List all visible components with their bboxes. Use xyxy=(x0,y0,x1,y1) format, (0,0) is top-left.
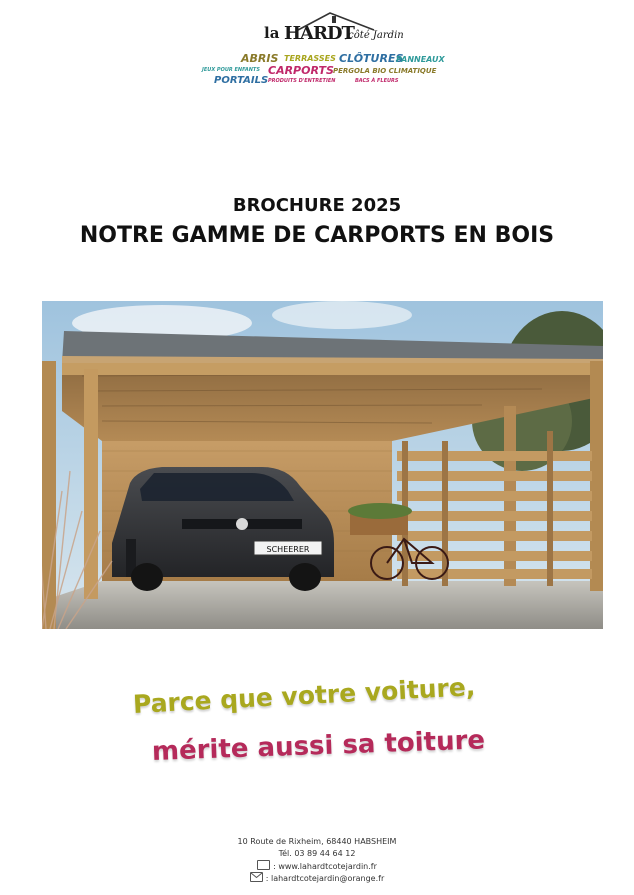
footer-email[interactable]: : lahardtcotejardin@orange.fr xyxy=(265,874,385,883)
tag-clotures: CLÔTURES xyxy=(339,52,404,65)
tag-pergola: PERGOLA BIO CLIMATIQUE xyxy=(333,67,437,75)
footer-website-line xyxy=(200,860,434,872)
range-title: NOTRE GAMME DE CARPORTS EN BOIS xyxy=(79,223,555,248)
footer-phone: Tél. 03 89 44 64 12 xyxy=(278,849,356,858)
footer-website[interactable]: : www.lahardtcotejardin.fr xyxy=(273,862,377,871)
tag-produits: PRODUITS D'ENTRETIEN xyxy=(268,78,336,84)
brochure-year-title: BROCHURE 2025 xyxy=(232,195,402,216)
tag-panneaux: PANNEAUX xyxy=(396,55,445,64)
license-plate: SCHEERER xyxy=(266,545,310,554)
company-logo xyxy=(240,10,404,50)
logo-hardt: HARDT xyxy=(284,23,354,44)
carport-photo xyxy=(42,301,603,629)
tag-terrasses: TERRASSES xyxy=(284,54,336,63)
logo-la: la xyxy=(264,24,280,42)
footer-contact xyxy=(200,836,434,884)
logo-cote-jardin: ,côté Jardin xyxy=(345,30,404,41)
tag-carports: CARPORTS xyxy=(268,64,334,77)
computer-icon xyxy=(257,860,270,870)
tag-jeux: JEUX POUR ENFANTS xyxy=(202,67,260,73)
footer-email-line xyxy=(200,872,434,884)
tag-bacs: BACS À FLEURS xyxy=(355,78,399,84)
footer-address: 10 Route de Rixheim, 68440 HABSHEIM xyxy=(237,837,397,846)
tag-portails: PORTAILS xyxy=(214,75,269,86)
slogan-line-2: mérite aussi sa toiture xyxy=(151,725,486,767)
envelope-icon xyxy=(250,872,263,882)
tag-abris: ABRIS xyxy=(241,52,279,65)
slogan-line-1: Parce que votre voiture, xyxy=(132,672,476,719)
